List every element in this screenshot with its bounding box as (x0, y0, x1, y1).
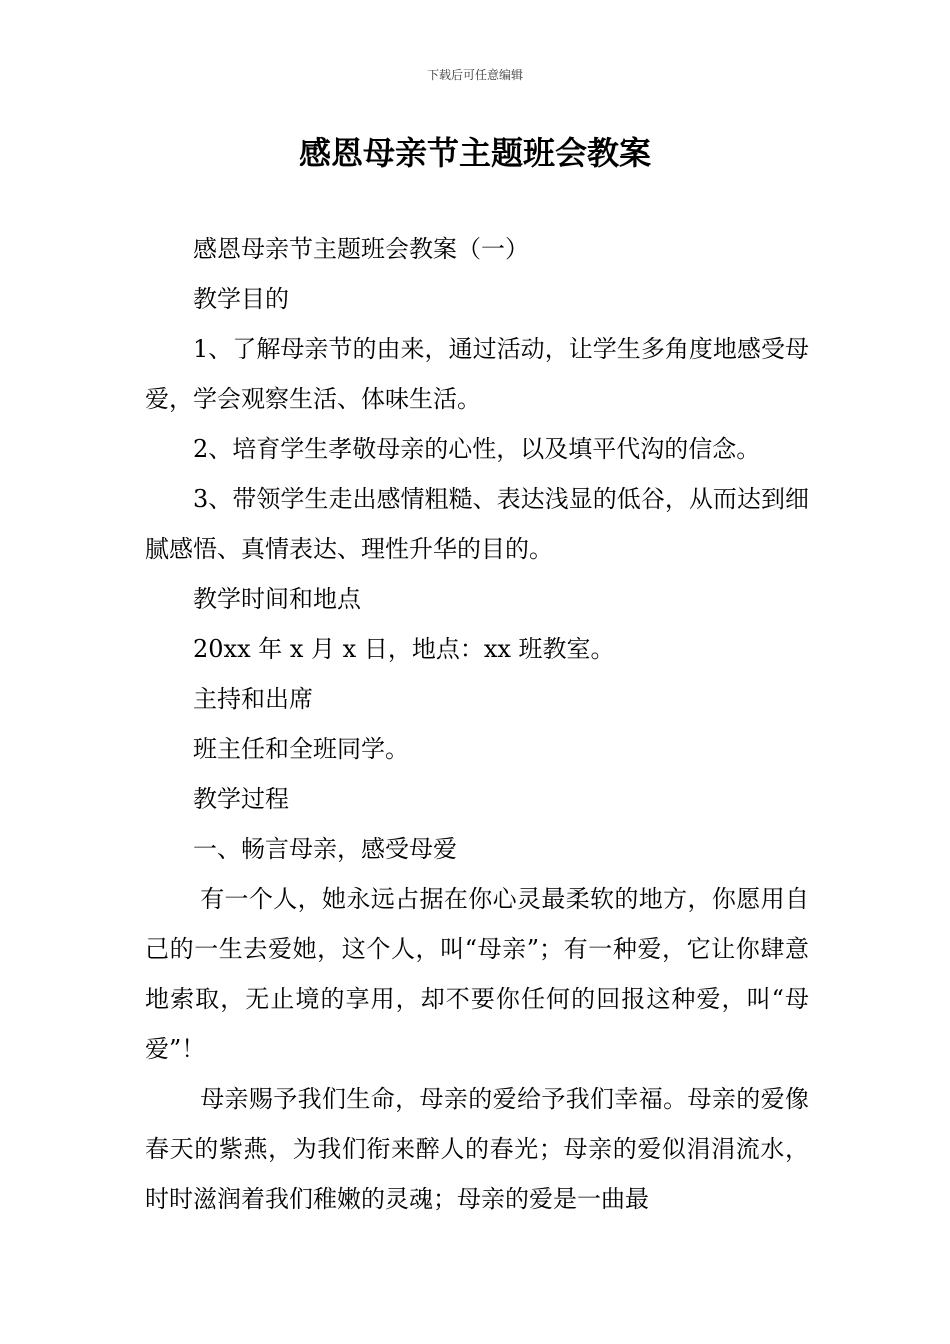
paragraph-objective-3: 3、带领学生走出感情粗糙、表达浅显的低谷，从而达到细腻感悟、真情表达、理性升华的目的。 (145, 485, 809, 563)
page-header-note: 下载后可任意编辑 (426, 68, 523, 82)
paragraph-heading-time-place: 教学时间和地点 (193, 585, 361, 613)
document-title: 感恩母亲节主题班会教案 (298, 134, 651, 172)
paragraph-objective-1: 1、了解母亲节的由来，通过活动，让学生多角度地感受母爱，学会观察生活、体味生活。 (145, 335, 809, 413)
paragraph-heading-process: 教学过程 (193, 785, 289, 813)
paragraph-body-1: 有一个人，她永远占据在你心灵最柔软的地方，你愿用自己的一生去爱她，这个人，叫“母亲”；有一种爱，它让你肆意地索取，无止境的享用，却不要你任何的回报这种爱，叫“母爱”！ (145, 885, 809, 1063)
paragraph-heading-host: 主持和出席 (193, 685, 313, 713)
paragraph-body-2: 母亲赐予我们生命，母亲的爱给予我们幸福。母亲的爱像春天的紫燕，为我们衔来醉人的春光；母亲的爱似涓涓流水，时时滋润着我们稚嫩的灵魂；母亲的爱是一曲最 (145, 1085, 809, 1213)
document-body (145, 224, 809, 1224)
paragraph-subtitle: 感恩母亲节主题班会教案（一） (193, 235, 529, 263)
paragraph-host: 班主任和全班同学。 (193, 735, 409, 763)
paragraph-heading-objectives: 教学目的 (193, 285, 289, 313)
paragraph-time-place: 20xx 年 x 月 x 日，地点：xx 班教室。 (193, 635, 615, 663)
paragraph-section-1: 一、畅言母亲，感受母爱 (193, 835, 457, 863)
paragraph-objective-2: 2、培育学生孝敬母亲的心性，以及填平代沟的信念。 (193, 435, 761, 463)
